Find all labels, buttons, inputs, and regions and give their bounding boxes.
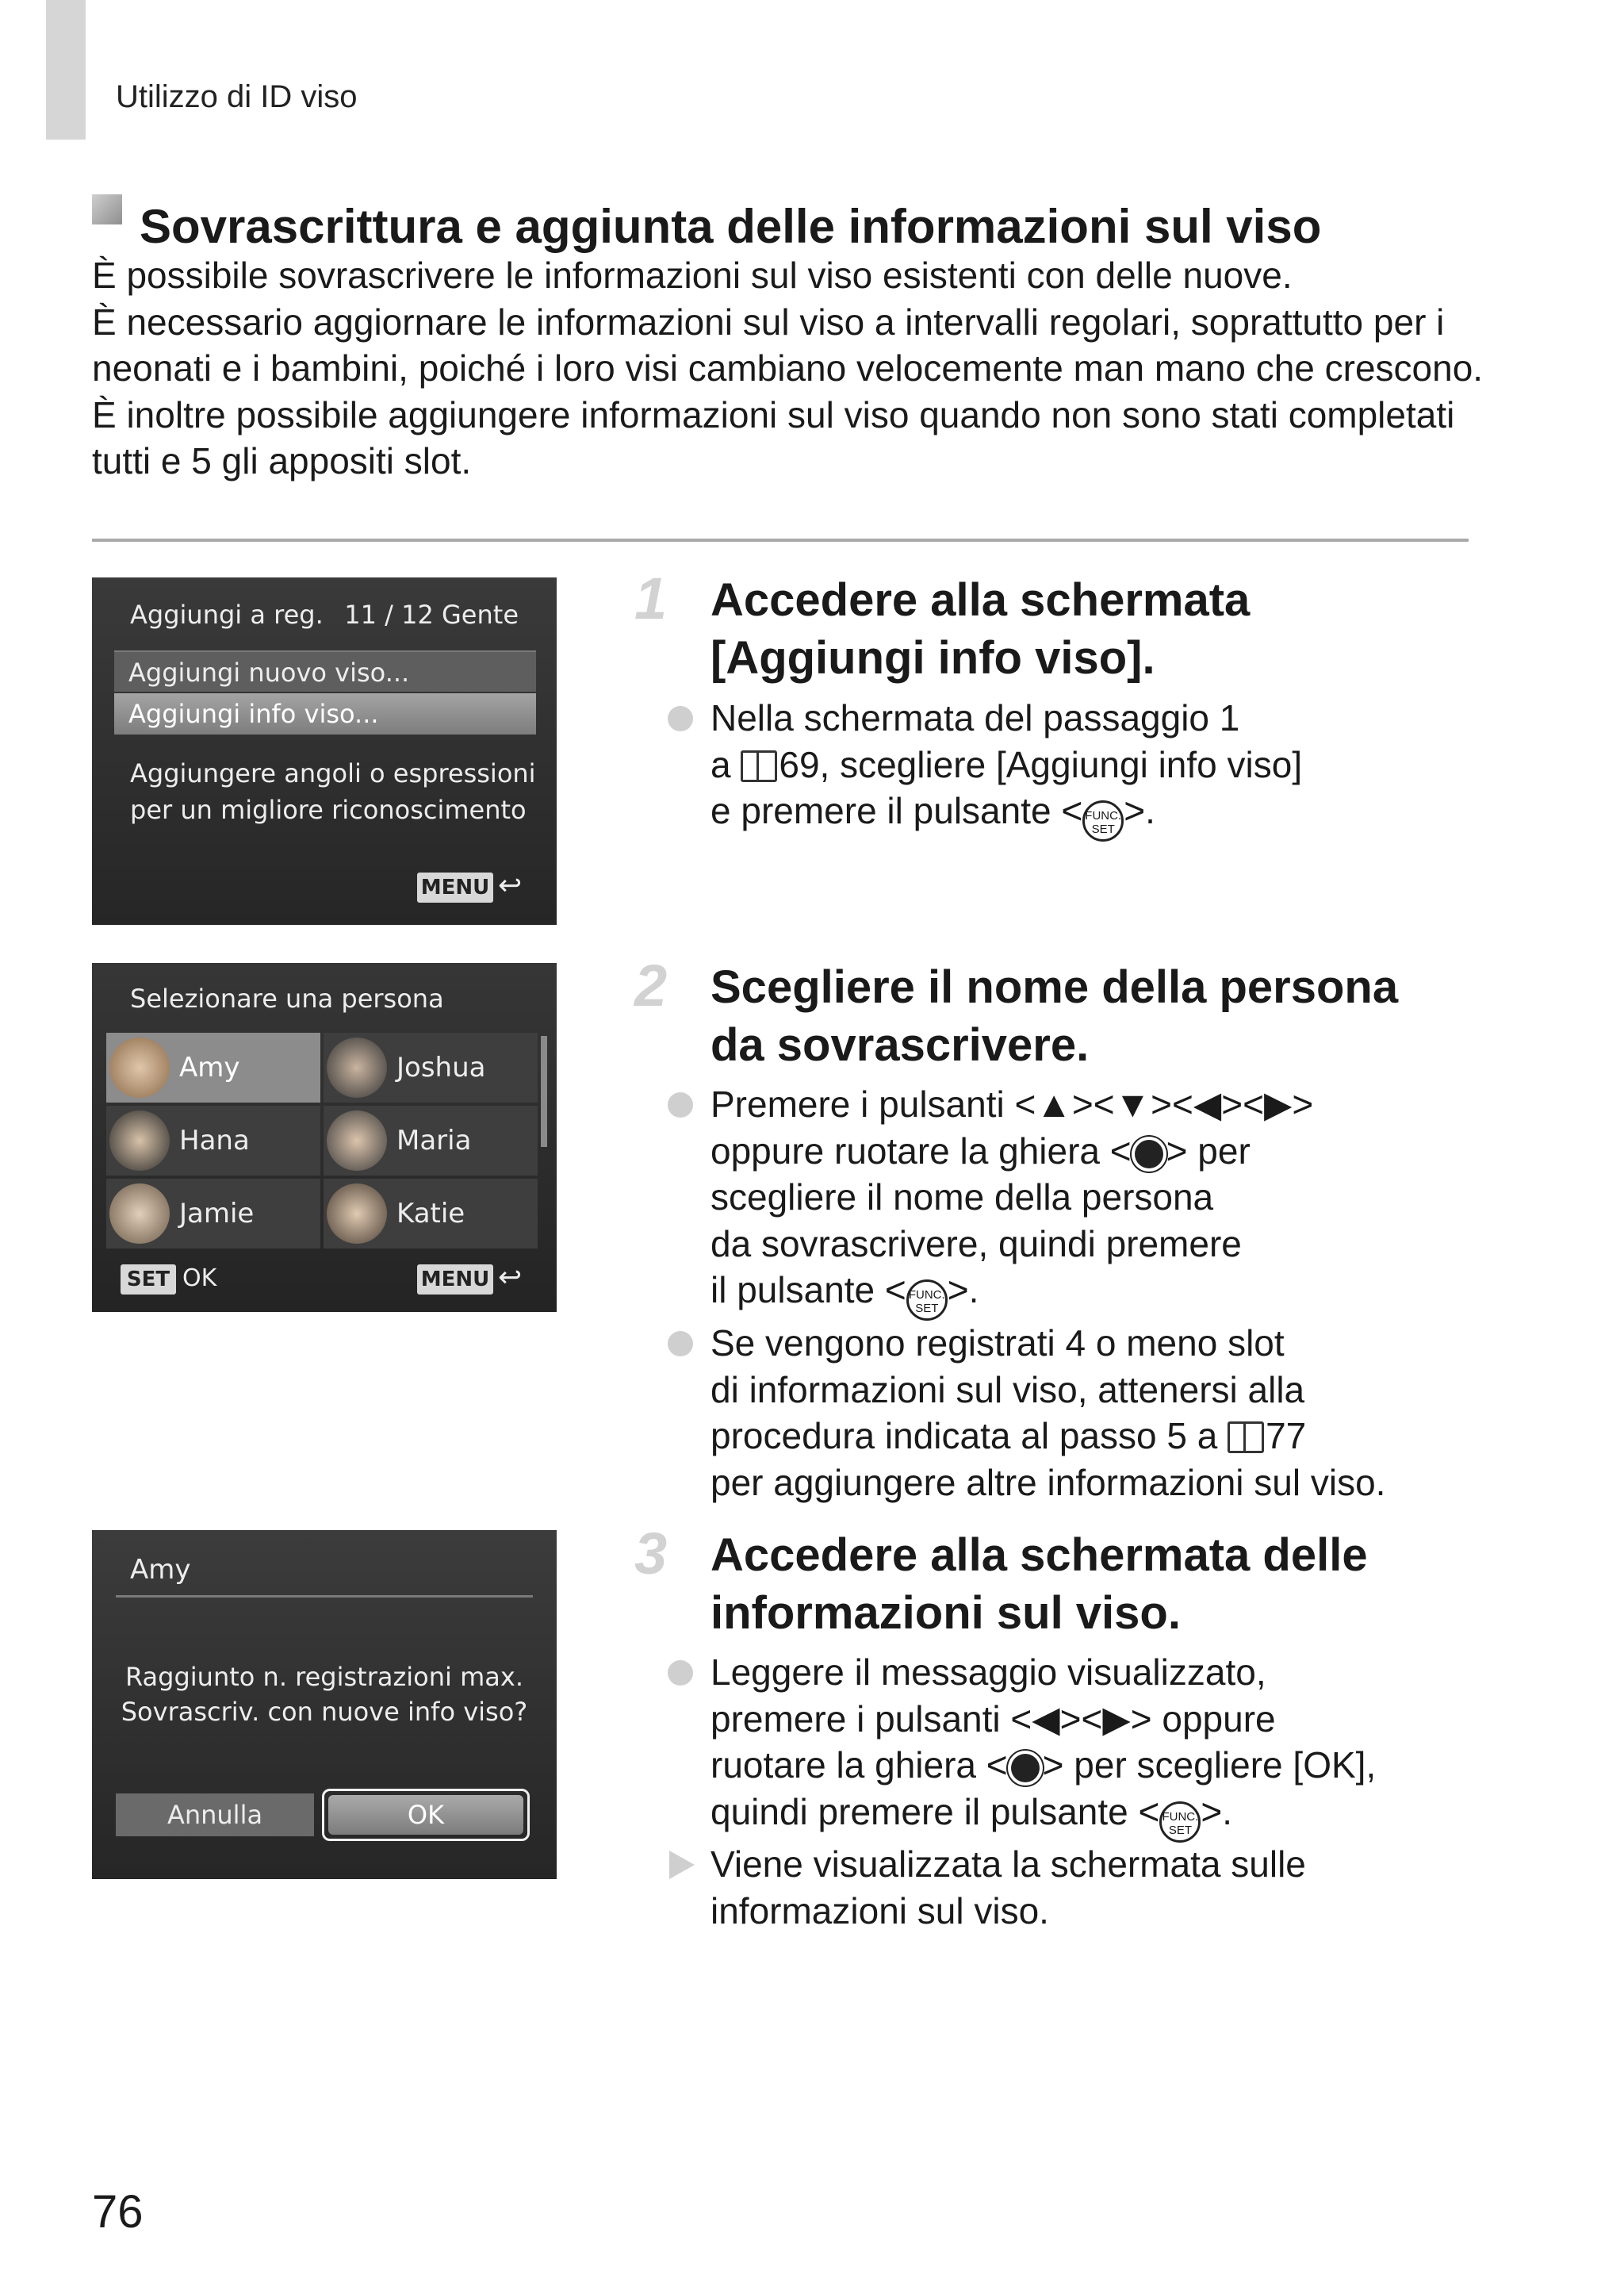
ok-button[interactable]: OK <box>328 1795 523 1835</box>
face-thumbnail <box>109 1038 170 1098</box>
ok-label: OK <box>182 1264 217 1292</box>
person-name: Hana <box>179 1125 250 1157</box>
bullet-line: Premere i pulsanti <▲><▼><◀><▶> <box>710 1084 1314 1125</box>
bullet-line: Viene visualizzata la schermata sulle <box>710 1843 1306 1885</box>
scrollbar[interactable] <box>541 1036 547 1147</box>
person-tile[interactable] <box>324 1106 538 1176</box>
face-thumbnail <box>327 1038 387 1098</box>
step-title-line: Scegliere il nome della persona <box>710 961 1399 1013</box>
bullet-text: 77 <box>1266 1415 1307 1457</box>
bullet-line: da sovrascrivere, quindi premere <box>710 1222 1242 1264</box>
face-thumbnail <box>109 1183 170 1244</box>
page-number: 76 <box>92 2186 144 2238</box>
bullet-line: Nella schermata del passaggio 1 <box>710 697 1240 738</box>
step-title <box>710 571 1503 687</box>
control-dial-icon <box>1135 1140 1163 1168</box>
bullet-dot-icon <box>668 1331 693 1356</box>
menu-item-add-face-info[interactable]: Aggiungi info viso... <box>114 693 536 735</box>
bullet-dot-icon <box>668 1092 693 1118</box>
bullet-text: > per scegliere [OK], <box>1042 1744 1377 1786</box>
step-title-line: Accedere alla schermata <box>710 574 1251 626</box>
bullet-text: e premere il pulsante < <box>710 790 1083 832</box>
bullet-text: >. <box>1124 790 1155 832</box>
page-tab-marker <box>46 0 86 140</box>
intro-paragraph: È possibile sovrascrivere le informazioni sul viso esistenti con delle nuove. <box>92 255 1293 296</box>
running-header: Utilizzo di ID viso <box>116 79 358 114</box>
hint-line: per un migliore riconoscimento <box>130 795 527 825</box>
face-thumbnail <box>327 1110 387 1171</box>
set-button[interactable]: SET <box>121 1264 176 1295</box>
menu-item-add-new-face[interactable]: Aggiungi nuovo viso... <box>114 650 536 692</box>
step-number: 3 <box>634 1521 668 1586</box>
bullet-line <box>710 1413 1524 1460</box>
bullet-text: > per <box>1166 1130 1251 1172</box>
person-tile[interactable] <box>106 1033 320 1103</box>
step-bullet <box>668 1081 1524 1321</box>
bullet-line: per aggiungere altre informazioni sul viso. <box>710 1461 1386 1503</box>
bullet-line <box>710 742 1524 788</box>
bullet-text: ruotare la ghiera < <box>710 1744 1008 1786</box>
section-divider <box>92 539 1469 542</box>
step-number: 2 <box>634 953 668 1018</box>
person-name: Joshua <box>396 1052 486 1084</box>
bullet-line: premere i pulsanti <◀><▶> oppure <box>710 1697 1276 1740</box>
bullet-line: Leggere il messaggio visualizzato, <box>710 1651 1266 1693</box>
bullet-dot-icon <box>668 1660 693 1686</box>
hint-line: Aggiungere angoli o espressioni <box>130 758 536 788</box>
face-thumbnail <box>327 1183 387 1244</box>
bullet-text: >. <box>1201 1790 1233 1832</box>
person-name: Jamie <box>179 1198 255 1229</box>
bullet-text: >. <box>947 1269 979 1311</box>
people-count: 11 / 12 Gente <box>344 600 519 630</box>
bullet-line: scegliere il nome della persona <box>710 1176 1214 1218</box>
return-arrow-icon: ↩ <box>498 1261 523 1294</box>
menu-button[interactable]: MENU <box>417 873 493 903</box>
title-divider <box>116 1595 533 1598</box>
person-name: Amy <box>179 1052 240 1084</box>
step-title <box>710 958 1503 1074</box>
bullet-text: a <box>710 743 731 785</box>
book-reference-icon <box>741 750 777 782</box>
person-tile[interactable] <box>106 1179 320 1249</box>
section-title: Sovrascrittura e aggiunta delle informazioni sul viso <box>140 200 1322 253</box>
section-square-icon <box>92 194 122 224</box>
bullet-dot-icon <box>668 706 693 731</box>
message-line: Raggiunto n. registrazioni max. <box>125 1662 523 1692</box>
return-arrow-icon: ↩ <box>498 869 523 902</box>
intro-paragraph: È inoltre possibile aggiungere informazioni sul viso quando non sono stati completati tutti e 5 gli appositi slot. <box>92 393 1455 482</box>
message-line: Sovrascriv. con nuove info viso? <box>121 1697 528 1727</box>
step-bullet <box>668 1649 1524 1843</box>
camera-screen-add-info <box>92 577 557 925</box>
step-number: 1 <box>634 566 668 631</box>
func-set-button-icon: FUNC. SET <box>1159 1801 1201 1843</box>
bullet-line: di informazioni sul viso, attenersi alla <box>710 1368 1305 1410</box>
intro-paragraph: È necessario aggiornare le informazioni sul viso a intervalli regolari, soprattutto per i neonati e i bambini, poiché i loro visi cambiano velocemente man mano che crescono. <box>92 301 1484 389</box>
screen-title: Selezionare una persona <box>130 984 444 1014</box>
step-result <box>668 1841 1524 1934</box>
bullet-line: Se vengono registrati 4 o meno slot <box>710 1322 1285 1364</box>
control-dial-icon <box>1011 1754 1040 1782</box>
bullet-text: 69, scegliere [Aggiungi info viso] <box>779 743 1303 785</box>
step-bullet <box>668 1320 1524 1506</box>
cancel-button[interactable]: Annulla <box>116 1793 314 1836</box>
step-title-line: Accedere alla schermata delle <box>710 1529 1368 1581</box>
step-title-line: informazioni sul viso. <box>710 1587 1181 1639</box>
step-bullet <box>668 695 1524 842</box>
func-set-button-icon: FUNC. SET <box>1082 800 1124 842</box>
bullet-line <box>710 1267 1524 1321</box>
bullet-line <box>710 1128 1524 1175</box>
bullet-text: procedura indicata al passo 5 a <box>710 1415 1218 1457</box>
screen-title: Aggiungi a reg. <box>130 600 324 630</box>
step-title <box>710 1526 1503 1642</box>
face-thumbnail <box>109 1110 170 1171</box>
person-tile[interactable] <box>324 1179 538 1249</box>
section-intro <box>92 252 1488 485</box>
bullet-line <box>710 788 1524 842</box>
bullet-line <box>710 1789 1524 1843</box>
camera-screen-overwrite-confirm <box>92 1530 557 1879</box>
person-name: Katie <box>396 1198 465 1229</box>
func-set-button-icon: FUNC. SET <box>906 1279 948 1321</box>
step-title-line: da sovrascrivere. <box>710 1019 1090 1071</box>
step-title-line: [Aggiungi info viso]. <box>710 632 1155 684</box>
person-tile[interactable] <box>324 1033 538 1103</box>
bullet-text: oppure ruotare la ghiera < <box>710 1130 1132 1172</box>
person-tile[interactable] <box>106 1106 320 1176</box>
bullet-line: informazioni sul viso. <box>710 1889 1049 1931</box>
result-arrow-icon <box>669 1851 695 1879</box>
book-reference-icon <box>1228 1421 1264 1453</box>
bullet-text: quindi premere il pulsante < <box>710 1790 1160 1832</box>
bullet-line <box>710 1742 1524 1789</box>
bullet-text: il pulsante < <box>710 1269 906 1311</box>
camera-screen-select-person <box>92 963 557 1312</box>
person-name: Maria <box>396 1125 472 1157</box>
person-name: Amy <box>130 1554 191 1586</box>
menu-button[interactable]: MENU <box>417 1264 493 1295</box>
